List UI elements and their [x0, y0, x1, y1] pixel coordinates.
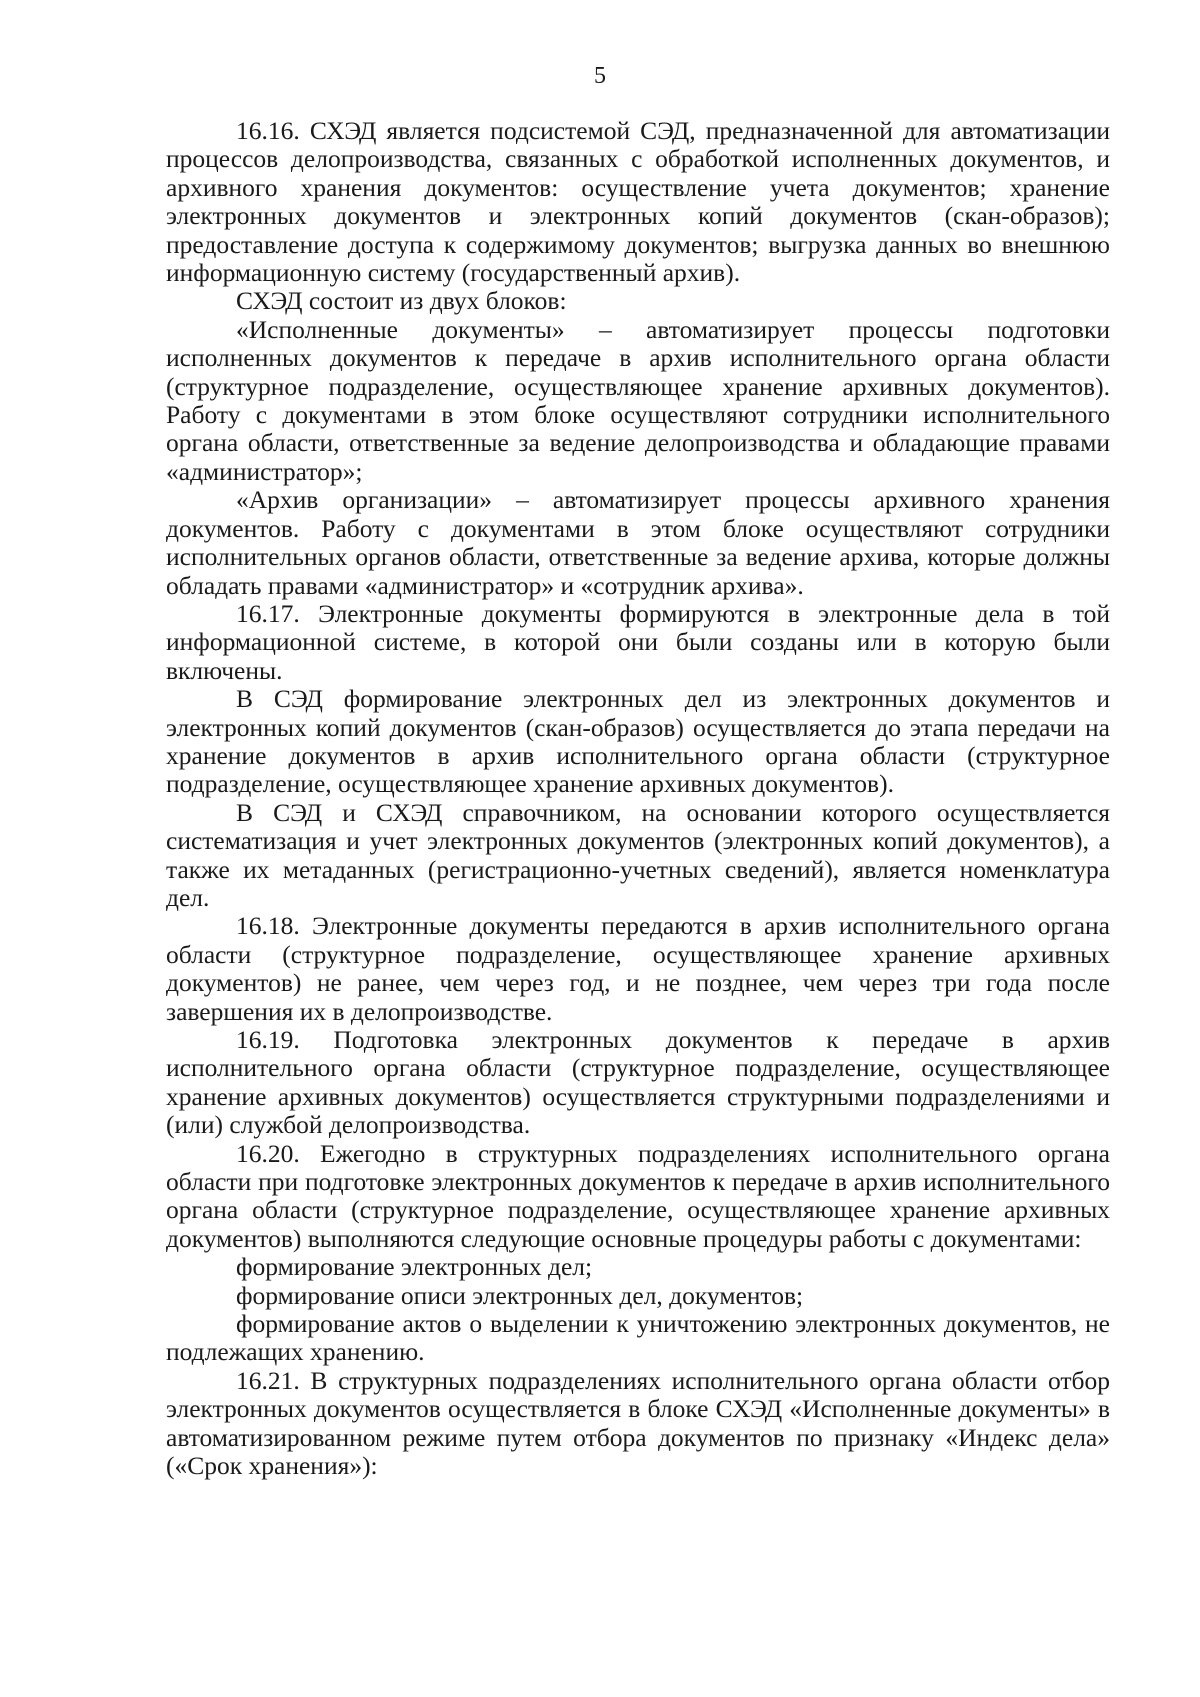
paragraph-blocks-intro: СХЭД состоит из двух блоков: — [236, 286, 567, 316]
paragraph-16-16: 16.16. СХЭД является подсистемой СЭД, предназначенной для автоматизации процессов делопроизводства, связанных с обработкой исполненных документов, и архивного хранения документов: осуществление учета документов; хранение электронных документов и электронных копий документов (скан-образов); предоставление доступа к содержимому документов; выгрузка данных во внешнюю информационную систему (государственный архив). — [166, 116, 1110, 288]
document-body — [166, 117, 1110, 1481]
list-item-cases: формирование электронных дел; — [236, 1252, 593, 1282]
paragraph-16-18: 16.18. Электронные документы передаются в архив исполнительного органа области (структурное подразделение, осуществляющее хранение архивных документов) не ранее, чем через год, и не позднее, чем через три года после завершения их в делопроизводстве. — [166, 911, 1110, 1026]
page-number: 5 — [594, 63, 606, 89]
paragraph-16-19: 16.19. Подготовка электронных документов к передаче в архив исполнительного органа области (структурное подразделение, осуществляющее хранение архивных документов) осуществляется структурными подразделениями и (или) службой делопроизводства. — [166, 1025, 1110, 1140]
paragraph-16-17: 16.17. Электронные документы формируются в электронные дела в той информационной системе, в которой они были созданы или в которую были включены. — [166, 598, 1110, 685]
paragraph-16-21: 16.21. В структурных подразделениях исполнительного органа области отбор электронных документов осуществляется в блоке СХЭД «Исполненные документы» в автоматизированном режиме путем отбора документов по признаку «Индекс дела» («Срок хранения»): — [166, 1365, 1110, 1481]
paragraph-sed-formation: В СЭД формирование электронных дел из электронных документов и электронных копий документов (скан-образов) осуществляется до этапа передачи на хранение документов в архив исполнительного органа области (структурное подразделение, осуществляющее хранение архивных документов). — [166, 684, 1110, 799]
list-item-destruction-acts: формирование актов о выделении к уничтожению электронных документов, не подлежащих хранению. — [166, 1309, 1110, 1367]
paragraph-executed-documents: «Исполненные документы» – автоматизирует процессы подготовки исполненных документов к передаче в архив исполнительного органа области (структурное подразделение, осуществляющее хранение архивных документов). Работу с документами в этом блоке осуществляют сотрудники исполнительного органа области, ответственные за ведение делопроизводства и обладающие правами «администратор»; — [166, 314, 1110, 486]
list-item-inventory: формирование описи электронных дел, документов; — [236, 1280, 804, 1310]
paragraph-nomenclature: В СЭД и СХЭД справочником, на основании которого осуществляется систематизация и учет электронных документов (электронных копий документов), а также их метаданных (регистрационно-учетных сведений), является номенклатура дел. — [166, 797, 1110, 912]
paragraph-16-20: 16.20. Ежегодно в структурных подразделениях исполнительного органа области при подготовке электронных документов к передаче в архив исполнительного органа области (структурное подразделение, осуществляющее хранение архивных документов) выполняются следующие основные процедуры работы с документами: — [166, 1138, 1110, 1253]
paragraph-organization-archive: «Архив организации» – автоматизирует процессы архивного хранения документов. Работу с документами в этом блоке осуществляют сотрудники исполнительных органов области, ответственные за ведение архива, которые должны обладать правами «администратор» и «сотрудник архива». — [166, 485, 1110, 600]
